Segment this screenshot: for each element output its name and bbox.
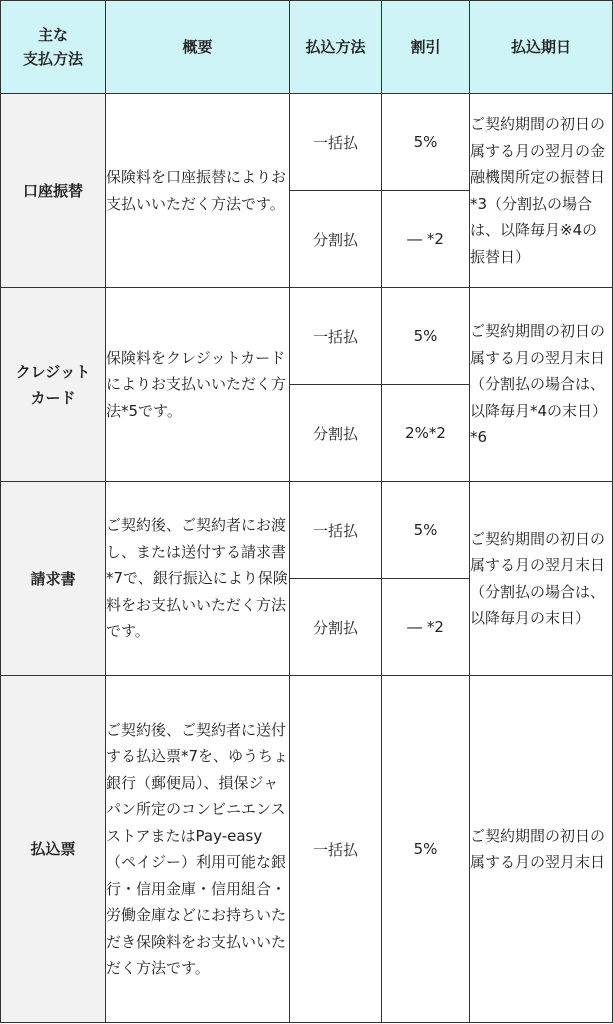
discount-lump: 5% [382,94,470,191]
header-row [1,1,613,94]
method-cell: クレジット カード [1,288,106,482]
summary-cell: ご契約後、ご契約者に送付する払込票*7を、ゆうちょ銀行（郵便局）、損保ジャパン所定のコンビニエンスストアまたはPay-easy（ペイジー）利用可能な銀行・信用金庫・信用組合・労働金庫などにお持ちいただき保険料をお支払いいただく方法です。 [106,676,290,1023]
way-split: 分割払 [290,191,382,288]
discount-split: ― *2 [382,579,470,676]
way-lump: 一括払 [290,676,382,1023]
discount-split: 2%*2 [382,385,470,482]
way-split: 分割払 [290,579,382,676]
method-cell: 口座振替 [1,94,106,288]
discount-lump: 5% [382,288,470,385]
table-row [1,676,613,1023]
way-lump: 一括払 [290,94,382,191]
method-cell: 払込票 [1,676,106,1023]
discount-split: ― *2 [382,191,470,288]
way-split: 分割払 [290,385,382,482]
table-row [1,288,613,385]
summary-cell: ご契約後、ご契約者にお渡し、または送付する請求書*7で、銀行振込により保険料をお支払いいただく方法です。 [106,482,290,676]
due-cell: ご契約期間の初日の属する月の翌月末日 [470,676,613,1023]
way-lump: 一括払 [290,288,382,385]
method-cell: 請求書 [1,482,106,676]
due-cell: ご契約期間の初日の属する月の翌月末日（分割払の場合は、以降毎月*4の末日）*6 [470,288,613,482]
header-way: 払込方法 [290,1,382,94]
due-cell: ご契約期間の初日の属する月の翌月末日（分割払の場合は、以降毎月の末日） [470,482,613,676]
header-due: 払込期日 [470,1,613,94]
summary-cell: 保険料をクレジットカードによりお支払いいただく方法*5です。 [106,288,290,482]
summary-cell: 保険料を口座振替によりお支払いいただく方法です。 [106,94,290,288]
discount-lump: 5% [382,676,470,1023]
table-row [1,94,613,191]
header-method: 主な 支払方法 [1,1,106,94]
header-discount: 割引 [382,1,470,94]
discount-lump: 5% [382,482,470,579]
way-lump: 一括払 [290,482,382,579]
header-summary: 概要 [106,1,290,94]
table-row [1,482,613,579]
due-cell: ご契約期間の初日の属する月の翌月の金融機関所定の振替日*3（分割払の場合は、以降毎月※4の振替日） [470,94,613,288]
